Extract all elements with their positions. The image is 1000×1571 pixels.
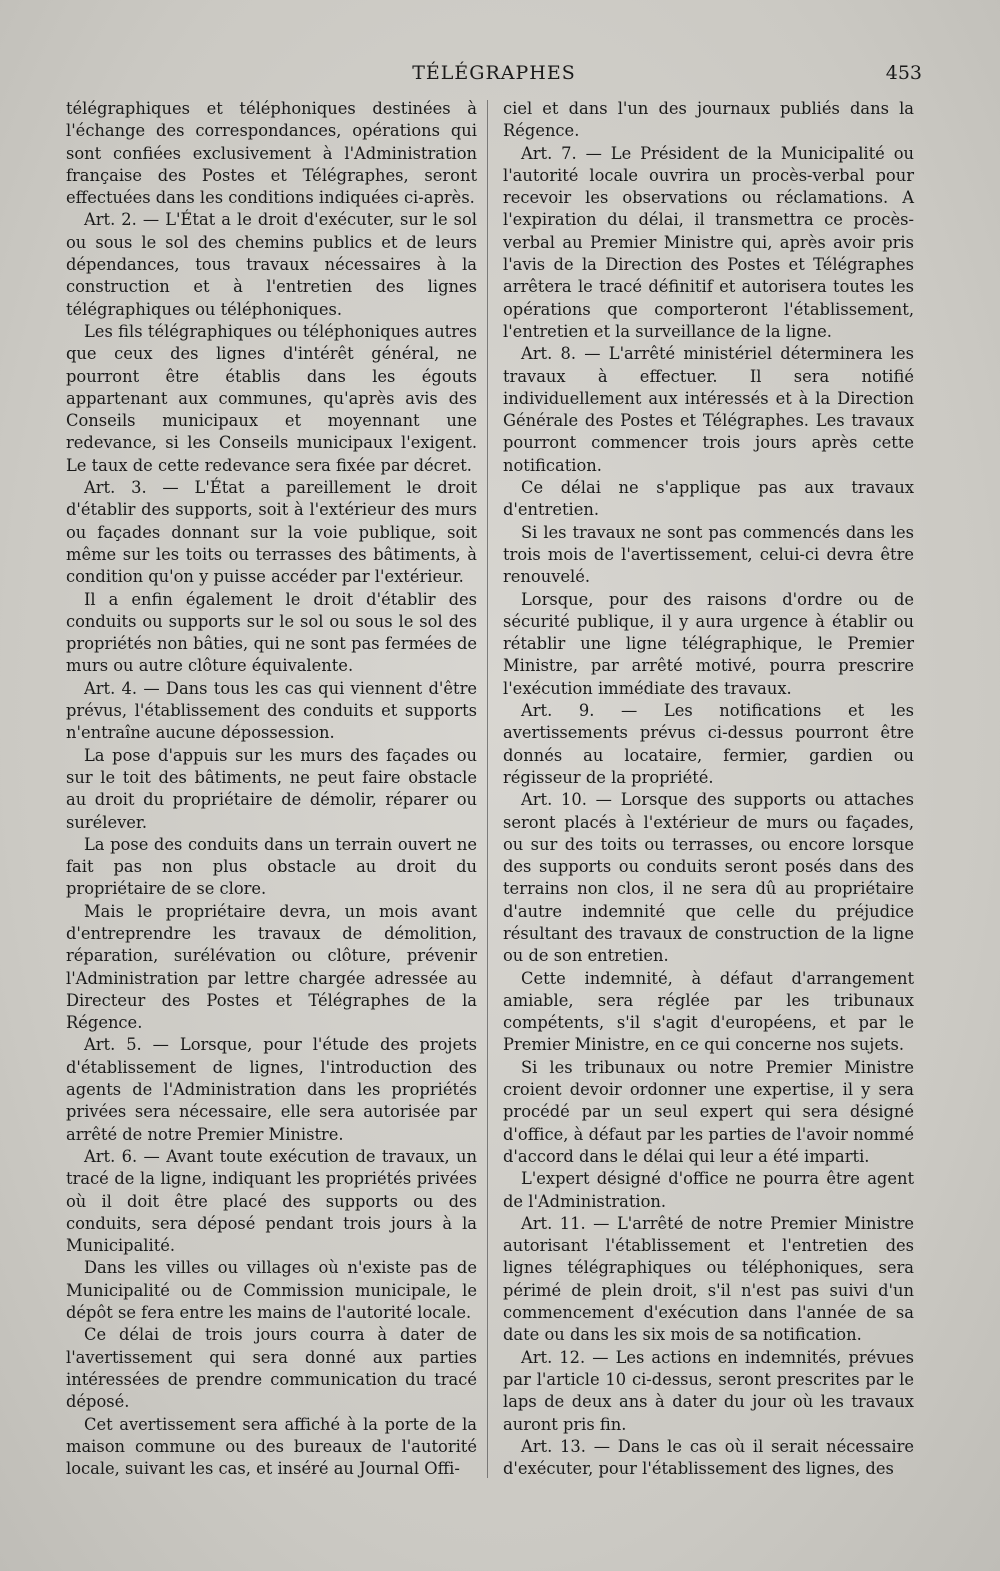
paragraph: Art. 8. — L'arrêté ministériel déterminera les travaux à effectuer. Il sera notifié individuellement aux intéressés et à la Direction Générale des Postes et Télégraphes. Les travaux pourront commencer trois jours après cette notification. bbox=[503, 344, 914, 475]
paragraph: Art. 7. — Le Président de la Municipalité ou l'autorité locale ouvrira un procès-verbal pour recevoir les observations ou réclamations. A l'expiration du délai, il transmettra ce procès-verbal au Premier Ministre qui, après avoir pris l'avis de la Direction des Postes et Télégraphes arrêtera le tracé définitif et autorisera toutes les opérations que comporteront l'établissement, l'entretien et la surveillance de la ligne. bbox=[503, 143, 914, 341]
page-number: 453 bbox=[885, 62, 922, 84]
paragraph: La pose d'appuis sur les murs des façades ou sur le toit des bâtiments, ne peut faire obstacle au droit du propriétaire de démolir, réparer ou surélever. bbox=[66, 745, 477, 832]
paragraph: Art. 5. — Lorsque, pour l'étude des projets d'établissement de lignes, l'introduction des agents de l'Administration dans les propriétés privées sera nécessaire, elle sera autorisée par arrêté de notre Premier Ministre. bbox=[66, 1035, 477, 1144]
paragraph: Ce délai ne s'applique pas aux travaux d'entretien. bbox=[503, 478, 914, 520]
paragraph: Il a enfin également le droit d'établir des conduits ou supports sur le sol ou sous le sol des propriétés non bâties, qui ne sont pas fermées de murs ou autre clôture équivalente. bbox=[66, 589, 477, 676]
paragraph: Si les travaux ne sont pas commencés dans les trois mois de l'avertissement, celui-ci devra être renouvelé. bbox=[503, 522, 914, 587]
paragraph: Art. 3. — L'État a pareillement le droit d'établir des supports, soit à l'extérieur des murs ou façades donnant sur la voie publique, soit même sur les toits ou terrasses des bâtiments, à condition qu'on y puisse accéder par l'extérieur. bbox=[66, 478, 477, 587]
paragraph: Ce délai de trois jours courra à dater de l'avertissement qui sera donné aux parties intéressées de prendre communication du tracé déposé. bbox=[66, 1325, 477, 1412]
left-column bbox=[66, 98, 477, 1480]
paragraph: Art. 4. — Dans tous les cas qui viennent d'être prévus, l'établissement des conduits et supports n'entraîne aucune dépossession. bbox=[66, 678, 477, 743]
paragraph: Les fils télégraphiques ou téléphoniques autres que ceux des lignes d'intérêt général, ne pourront être établis dans les égouts appartenant aux communes, qu'après avis des Conseils municipaux et moyennant une redevance, si les Conseils municipaux l'exigent. Le taux de cette redevance sera fixée par décret. bbox=[66, 321, 477, 475]
paragraph: L'expert désigné d'office ne pourra être agent de l'Administration. bbox=[503, 1169, 914, 1211]
paragraph: Art. 10. — Lorsque des supports ou attaches seront placés à l'extérieur de murs ou façades, ou sur des toits ou terrasses, ou encore lorsque des supports ou conduits seront posés dans des terrains non clos, il ne sera dû au propriétaire d'autre indemnité que celle du préjudice résultant des travaux de construction de la ligne ou de son entretien. bbox=[503, 790, 914, 966]
paragraph: Art. 12. — Les actions en indemnités, prévues par l'article 10 ci-dessus, seront prescrites par le laps de deux ans à dater du jour où les travaux auront pris fin. bbox=[503, 1347, 914, 1434]
paragraph: Dans les villes ou villages où n'existe pas de Municipalité ou de Commission municipale, le dépôt se fera entre les mains de l'autorité locale. bbox=[66, 1258, 477, 1323]
paragraph: Art. 2. — L'État a le droit d'exécuter, sur le sol ou sous le sol des chemins publics et de leurs dépendances, tous travaux nécessaires à la construction et à l'entretien des lignes télégraphiques ou téléphoniques. bbox=[66, 210, 477, 319]
paragraph: ciel et dans l'un des journaux publiés dans la Régence. bbox=[503, 99, 914, 141]
paragraph: Art. 13. — Dans le cas où il serait nécessaire d'exécuter, pour l'établissement des lignes, des bbox=[503, 1436, 914, 1479]
page-header bbox=[60, 60, 928, 90]
paragraph: Art. 11. — L'arrêté de notre Premier Ministre autorisant l'établissement et l'entretien des lignes télégraphiques ou téléphoniques, sera périmé de plein droit, s'il n'est pas suivi d'un commencement d'exécution dans l'année de sa date ou dans les six mois de sa notification. bbox=[503, 1213, 914, 1345]
paragraph: télégraphiques et téléphoniques destinées à l'échange des correspondances, opérations qui sont confiées exclusivement à l'Administration française des Postes et Télégraphes, seront effectuées dans les conditions indiquées ci-après. bbox=[66, 99, 477, 208]
right-column bbox=[503, 98, 914, 1480]
paragraph: Art. 9. — Les notifications et les avertissements prévus ci-dessus pourront être donnés au locataire, fermier, gardien ou régisseur de la propriété. bbox=[503, 701, 914, 787]
paragraph: Lorsque, pour des raisons d'ordre ou de sécurité publique, il y aura urgence à établir ou rétablir une ligne télégraphique, le Premier Ministre, par arrêté motivé, pourra prescrire l'exécution immédiate des travaux. bbox=[503, 589, 914, 698]
paragraph: Cet avertissement sera affiché à la porte de la maison commune ou des bureaux de l'autorité locale, suivant les cas, et inséré au Journal Offi- bbox=[66, 1414, 477, 1479]
paragraph: Mais le propriétaire devra, un mois avant d'entreprendre les travaux de démolition, réparation, surélévation ou clôture, prévenir l'Administration par lettre chargée adressée au Directeur des Postes et Télégraphes de la Régence. bbox=[66, 901, 477, 1033]
paragraph: La pose des conduits dans un terrain ouvert ne fait pas non plus obstacle au droit du propriétaire de se clore. bbox=[66, 834, 477, 899]
column-divider bbox=[487, 100, 488, 1478]
paragraph: Art. 6. — Avant toute exécution de travaux, un tracé de la ligne, indiquant les propriétés privées où il doit être placé des supports ou des conduits, sera déposé pendant trois jours à la Municipalité. bbox=[66, 1146, 477, 1256]
paragraph: Cette indemnité, à défaut d'arrangement amiable, sera réglée par les tribunaux compétents, s'il s'agit d'européens, et par le Premier Ministre, en ce qui concerne nos sujets. bbox=[503, 968, 914, 1055]
paragraph: Si les tribunaux ou notre Premier Ministre croient devoir ordonner une expertise, il y sera procédé par un seul expert qui sera désigné d'office, à défaut par les parties de l'avoir nommé d'accord dans le délai qui leur a été imparti. bbox=[503, 1057, 914, 1166]
running-title: TÉLÉGRAPHES bbox=[412, 62, 576, 84]
